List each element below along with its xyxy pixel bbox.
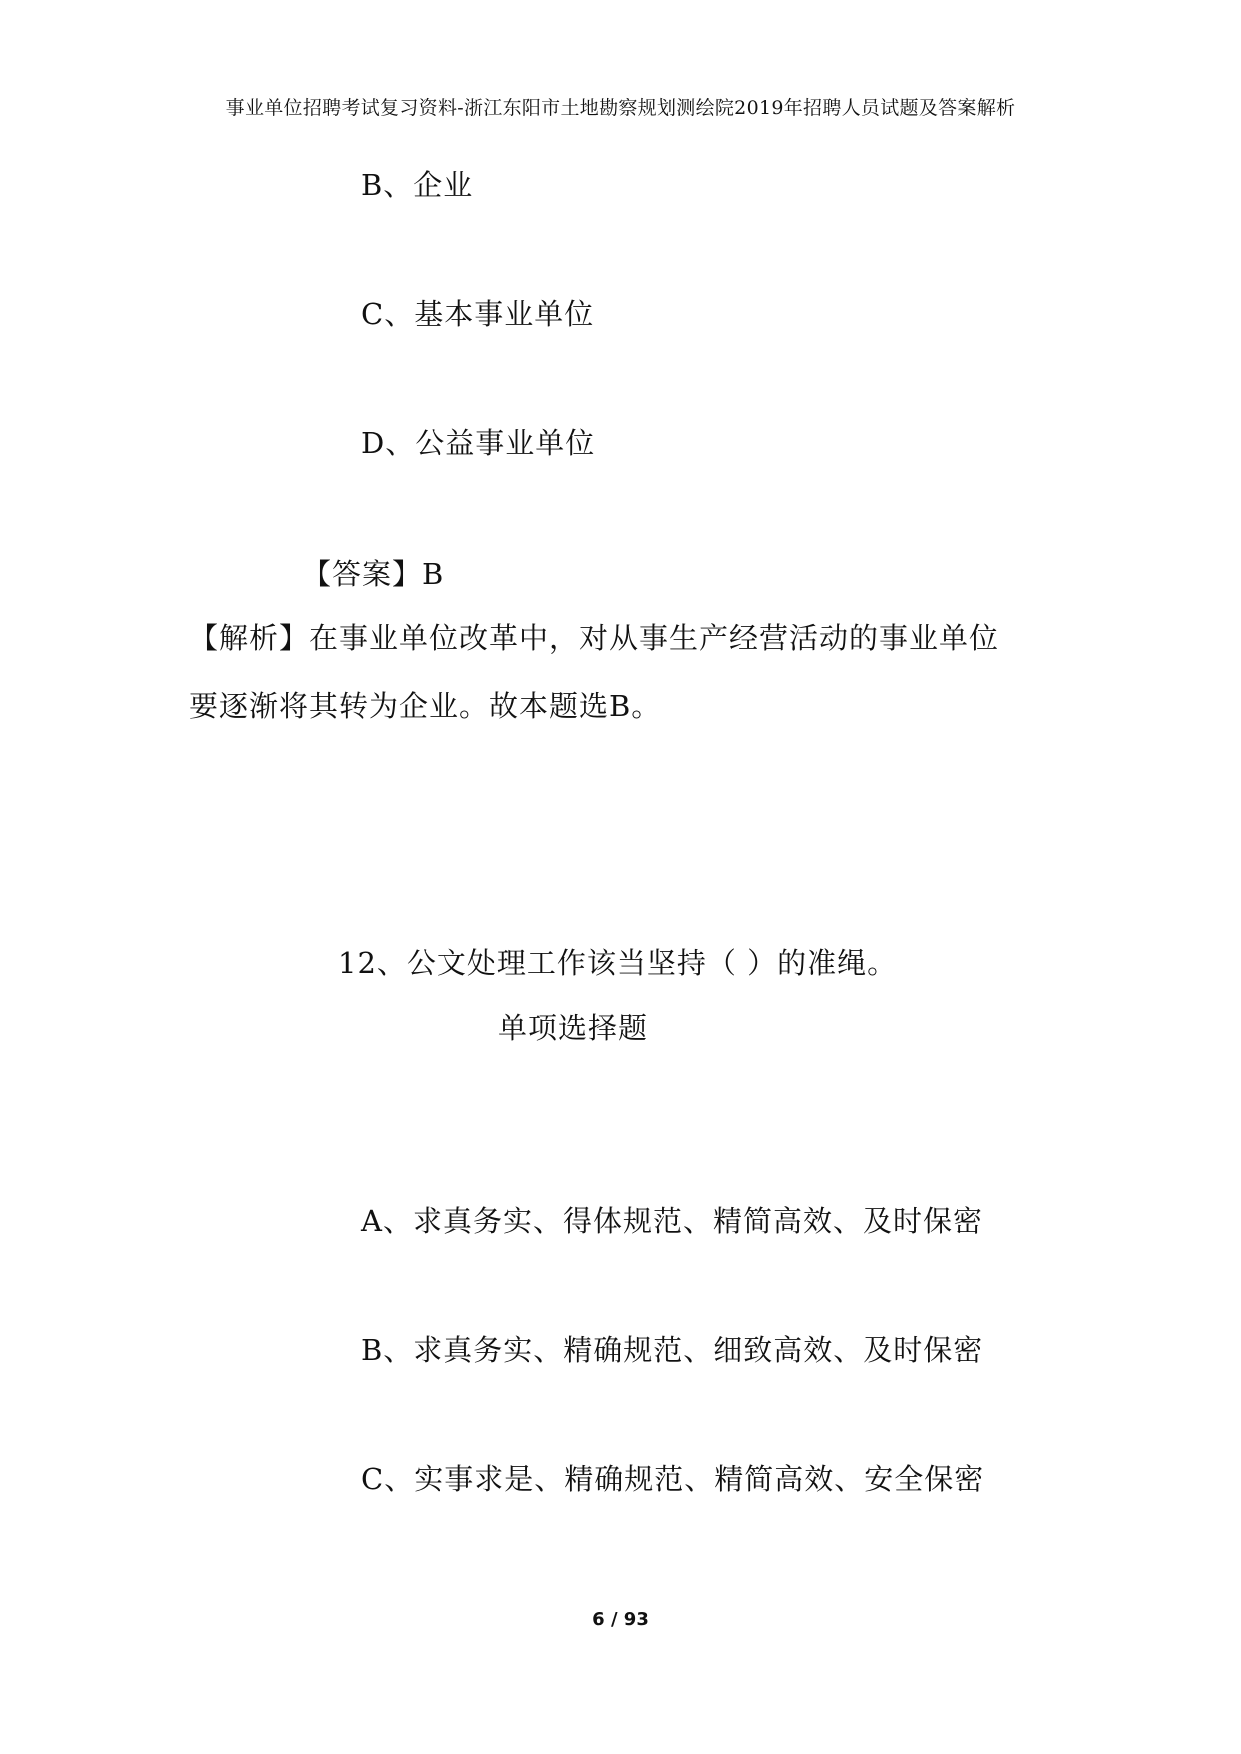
question-type: 单项选择题 <box>498 1011 649 1045</box>
prev-option-b: B、企业 <box>361 168 474 202</box>
prev-option-d: D、公益事业单位 <box>361 426 596 460</box>
analysis-line-2: 要逐渐将其转为企业。故本题选B。 <box>189 689 662 723</box>
question-option-b: B、求真务实、精确规范、细致高效、及时保密 <box>361 1333 984 1367</box>
question-option-a: A、求真务实、得体规范、精简高效、及时保密 <box>361 1204 983 1238</box>
analysis-line-1: 【解析】在事业单位改革中，对从事生产经营活动的事业单位 <box>189 621 1000 655</box>
question-option-c: C、实事求是、精确规范、精简高效、安全保密 <box>361 1462 985 1496</box>
page-number: 6 / 93 <box>592 1609 649 1630</box>
page-header: 事业单位招聘考试复习资料-浙江东阳市土地勘察规划测绘院2019年招聘人员试题及答案解析 <box>225 97 1016 119</box>
answer-line: 【答案】B <box>302 557 445 591</box>
question-stem: 12、公文处理工作该当坚持（ ）的准绳。 <box>338 946 898 980</box>
prev-option-c: C、基本事业单位 <box>361 297 595 331</box>
